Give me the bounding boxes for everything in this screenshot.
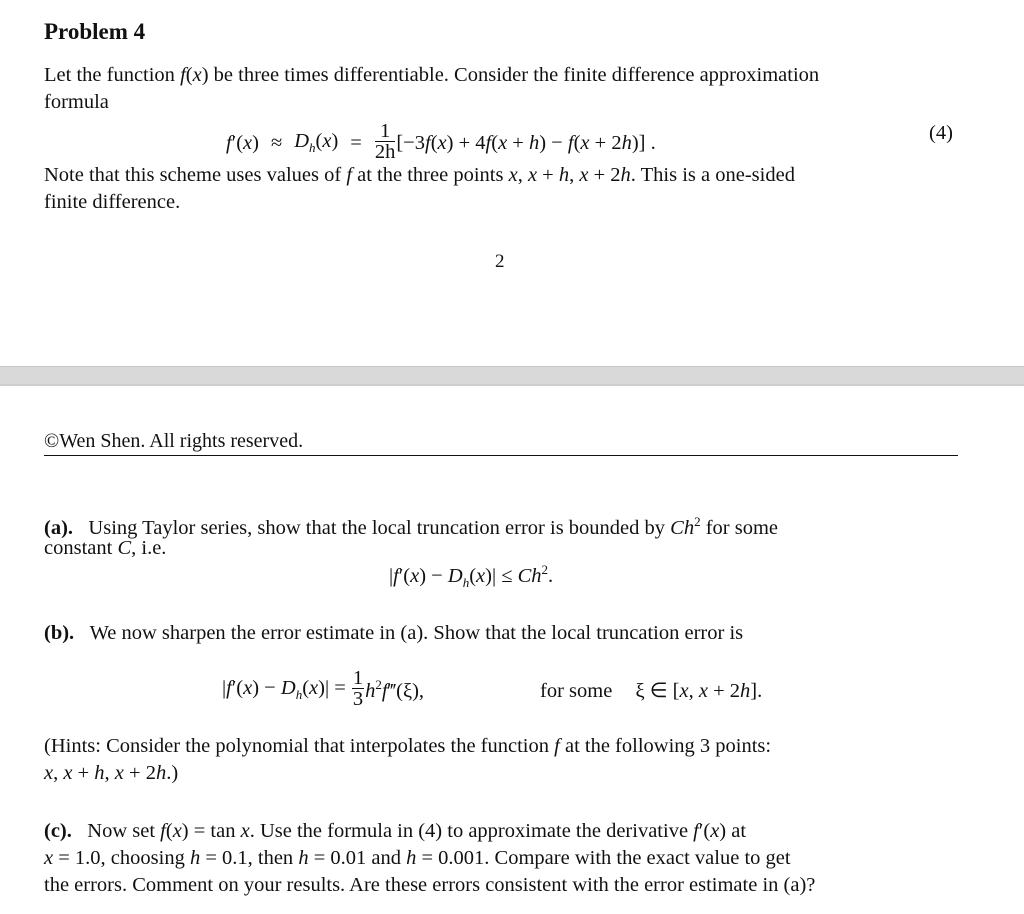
note-line-2: finite difference. (44, 191, 181, 213)
page-number: 2 (495, 251, 505, 272)
page-separator (0, 366, 1024, 386)
part-a-line-1 (44, 508, 958, 542)
part-b-eq-rhs: $h^2f‴(\xi)$, (365, 677, 425, 702)
intro-line-1 (44, 62, 958, 89)
equation-4 (226, 118, 656, 168)
part-b-line-1: (b). We now sharpen the error estimate in (a). Show that the local truncation error is (44, 622, 744, 644)
eq4-approx-symbol: ≈ (270, 131, 283, 154)
part-b-fraction: $\frac{1}{3}$ (352, 666, 364, 710)
intro-line-2: formula (44, 91, 109, 113)
eq4-lhs: f′(x) (226, 131, 259, 154)
part-b-hint-line-2: x, x + h, x + 2h.) (44, 762, 179, 784)
problem-title: Problem 4 (44, 19, 146, 44)
part-a-equation: $|f'(x) - D_h(x)| \le Ch^2$. (389, 562, 554, 590)
eq4-fraction: $\frac{1}{2h}$ (374, 119, 396, 163)
part-a-text: Using Taylor series, show that the local truncation error is bounded by Ch$^2$ for some (78, 514, 779, 539)
part-b-text (79, 622, 89, 644)
part-b-label: (b). (44, 622, 75, 644)
part-b-eq-lhs: $|f'(x) - D_h(x)|$ = (222, 676, 351, 703)
intro-text: Let the function f(x) be three times differentiable. Consider the finite difference approximation (44, 64, 820, 86)
note-line-1 (44, 162, 958, 189)
copyright-notice: ©Wen Shen. All rights reserved. (44, 430, 304, 452)
eq4-rhs: [−3f(x) + 4f(x + h) − f(x + 2h)] . (396, 131, 656, 154)
part-c-line-1: (c). Now set f(x) = tan x. Use the formula in (4) to approximate the derivative f′(x) at (44, 820, 747, 842)
part-c-line-2: x = 1.0, choosing h = 0.1, then h = 0.01 and h = 0.001. Compare with the exact value to get (44, 847, 791, 869)
part-b-condition: for some ξ ∈ [x, x + 2h]. (540, 680, 763, 702)
eq4-dh: $D_h(x)$ (294, 129, 339, 156)
part-b-equation (222, 664, 424, 716)
equation-number: (4) (929, 122, 953, 144)
part-b-hint-line-1: (Hints: Consider the polynomial that interpolates the function f at the following 3 points: (44, 735, 772, 757)
eq4-equals: = (350, 131, 362, 154)
part-c-label: (c). (44, 820, 72, 842)
note-text: Note that this scheme uses values of f at the three points x, x + h, x + 2h. This is a one-sided (44, 164, 795, 186)
part-c-line-3: the errors. Comment on your results. Are these errors consistent with the error estimate in (a)? (44, 874, 816, 896)
header-rule (44, 455, 958, 456)
part-a-label: (a). (44, 516, 74, 539)
part-a-line-2: constant C, i.e. (44, 537, 167, 559)
